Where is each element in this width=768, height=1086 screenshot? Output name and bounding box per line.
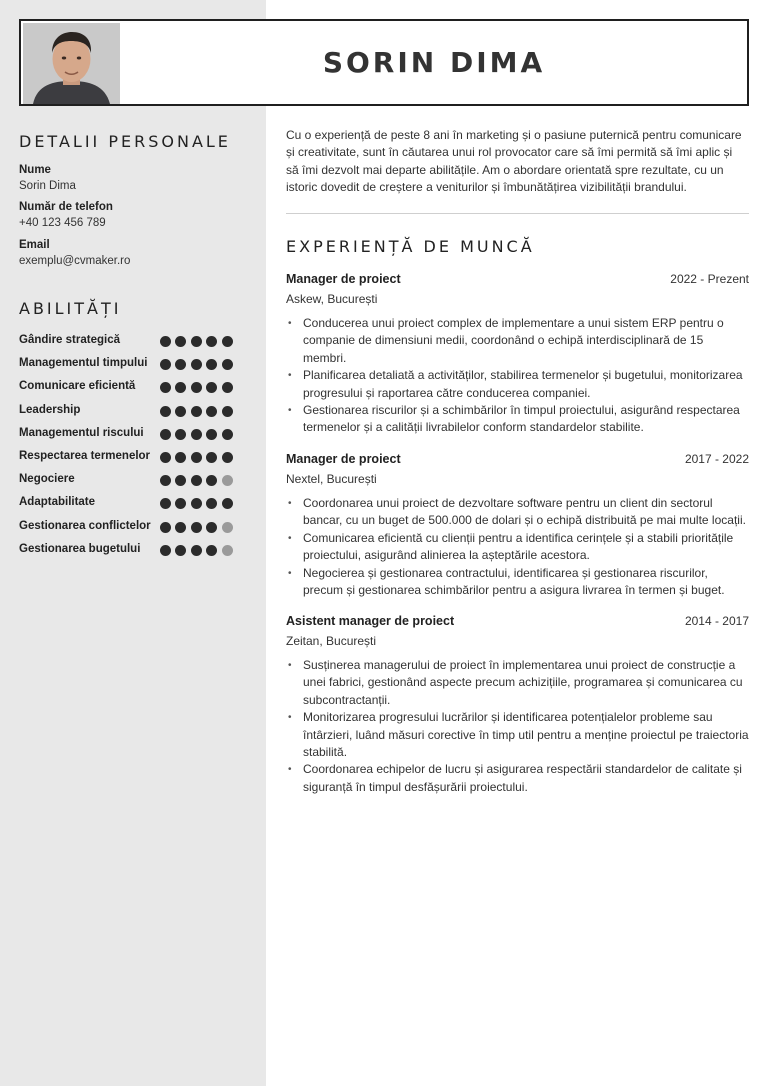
skill-name: Gestionarea bugetului (19, 542, 141, 555)
rating-dot-filled (175, 498, 186, 509)
skill-rating (160, 336, 237, 348)
skill-rating (160, 475, 237, 487)
personal-details-title: DETALII PERSONALE (19, 132, 231, 151)
skill-rating (160, 429, 237, 441)
rating-dot-filled (160, 522, 171, 533)
skill-name: Managementul timpului (19, 357, 148, 370)
job-bullets (286, 495, 749, 599)
rating-dot-filled (206, 475, 217, 486)
job-company: Askew, București (286, 292, 378, 306)
rating-dot-filled (206, 336, 217, 347)
skill-row (19, 473, 239, 489)
skill-rating (160, 406, 237, 418)
skill-rating (160, 522, 237, 534)
rating-dot-filled (191, 475, 202, 486)
skill-row (19, 496, 239, 512)
rating-dot-filled (175, 475, 186, 486)
skill-rating (160, 545, 237, 557)
skill-rating (160, 452, 237, 464)
name-value: Sorin Dima (19, 180, 76, 192)
rating-dot-filled (160, 545, 171, 556)
job-bullet: • Susținerea managerului de proiect în implementarea unui proiect de construcție a unei fabrici, gestionând aspecte precum achizițiile, programarea și comunicarea cu subcontractanții. (286, 657, 749, 709)
rating-dot-filled (160, 336, 171, 347)
rating-dot-filled (191, 336, 202, 347)
rating-dot-filled (206, 406, 217, 417)
job-date: 2014 - 2017 (684, 614, 749, 628)
name-label: Nume (19, 164, 51, 176)
job-date: 2017 - 2022 (684, 452, 749, 466)
skill-rating (160, 359, 237, 371)
job-title: Manager de proiect (286, 272, 401, 286)
rating-dot-filled (175, 452, 186, 463)
rating-dot-filled (222, 382, 233, 393)
phone-value: +40 123 456 789 (19, 217, 106, 229)
rating-dot-filled (160, 452, 171, 463)
job-bullet: • Gestionarea riscurilor și a schimbărilor în timpul proiectului, asigurând respectarea termenelor și a calității livrabilelor conform standardelor stabilite. (286, 402, 749, 437)
divider (286, 213, 749, 214)
rating-dot-filled (175, 336, 186, 347)
skill-row (19, 520, 239, 536)
rating-dot-filled (175, 545, 186, 556)
rating-dot-filled (191, 522, 202, 533)
email-value: exemplu@cvmaker.ro (19, 255, 131, 267)
rating-dot-filled (206, 429, 217, 440)
job-company: Zeitan, București (286, 634, 377, 648)
skill-name: Adaptabilitate (19, 496, 96, 509)
rating-dot-filled (206, 545, 217, 556)
job-title: Asistent manager de proiect (286, 614, 455, 628)
job-bullets (286, 315, 749, 437)
experience-title: EXPERIENȚĂ DE MUNCĂ (286, 237, 535, 256)
skill-row (19, 380, 239, 396)
skill-name: Gândire strategică (19, 334, 120, 346)
rating-dot-empty (222, 522, 233, 533)
skills-title: ABILITĂȚI (19, 299, 122, 318)
rating-dot-filled (222, 336, 233, 347)
email-label: Email (19, 239, 50, 251)
skill-name: Gestionarea conflictelor (19, 519, 151, 532)
job-bullets (286, 657, 749, 796)
candidate-name: SORIN DIMA (322, 46, 546, 79)
rating-dot-filled (160, 429, 171, 440)
skill-name: Leadership (19, 403, 81, 416)
skill-row (19, 427, 239, 443)
job-bullet: • Planificarea detaliată a activităților, stabilirea termenelor și bugetului, monitorizarea progresului și raportarea către conducerea companiei. (286, 367, 749, 402)
rating-dot-filled (160, 382, 171, 393)
job-title: Manager de proiect (286, 452, 401, 466)
rating-dot-filled (175, 406, 186, 417)
rating-dot-filled (206, 359, 217, 370)
rating-dot-filled (191, 406, 202, 417)
job-company: Nextel, București (286, 472, 377, 486)
skill-name: Negociere (19, 473, 75, 486)
rating-dot-filled (191, 429, 202, 440)
skill-row (19, 543, 239, 559)
rating-dot-filled (222, 452, 233, 463)
job-bullet: • Negocierea și gestionarea contractului, identificarea și gestionarea riscurilor, precum și gestionarea schimbărilor pentru a asigura livrarea în termen și buget. (286, 565, 749, 600)
rating-dot-filled (222, 406, 233, 417)
rating-dot-filled (191, 382, 202, 393)
job-bullet: • Comunicarea eficientă cu clienții pentru a identifica cerințele și a stabili prioritățile proiectului, asigurând alinierea la așteptările acestora. (286, 530, 749, 565)
rating-dot-filled (191, 452, 202, 463)
skill-row (19, 450, 239, 466)
profile-photo (23, 23, 120, 104)
rating-dot-filled (160, 406, 171, 417)
job-bullet: • Coordonarea unui proiect de dezvoltare software pentru un client din sectorul bancar, cu un buget de 500.000 de dolari și o echipă distribuită pe mai multe locații. (286, 495, 749, 530)
skill-rating (160, 382, 237, 394)
rating-dot-filled (175, 522, 186, 533)
rating-dot-filled (222, 429, 233, 440)
rating-dot-filled (175, 429, 186, 440)
rating-dot-filled (175, 382, 186, 393)
skill-row (19, 357, 239, 373)
skill-name: Managementul riscului (19, 426, 144, 439)
job-bullet: • Conducerea unui proiect complex de implementare a unui sistem ERP pentru o companie de dimensiuni medii, coordonând o echipă interdisciplinară de 15 membri. (286, 315, 749, 367)
rating-dot-filled (191, 498, 202, 509)
phone-label: Număr de telefon (19, 201, 113, 213)
header (19, 19, 749, 106)
rating-dot-filled (206, 498, 217, 509)
rating-dot-filled (206, 452, 217, 463)
rating-dot-filled (160, 475, 171, 486)
job-date: 2022 - Prezent (670, 272, 749, 286)
rating-dot-filled (206, 522, 217, 533)
rating-dot-filled (160, 498, 171, 509)
rating-dot-filled (191, 359, 202, 370)
job-bullet: • Coordonarea echipelor de lucru și asigurarea respectării standardelor de calitate și siguranță în timpul desfășurării proiectului. (286, 761, 749, 796)
job-bullet: • Monitorizarea progresului lucrărilor și identificarea potențialelor probleme sau întârzieri, luând măsuri corective în timp util pentru a menține proiectul pe traiectoria stabilită. (286, 709, 749, 761)
rating-dot-filled (222, 498, 233, 509)
rating-dot-filled (160, 359, 171, 370)
rating-dot-filled (175, 359, 186, 370)
skill-row (19, 334, 239, 350)
skill-rating (160, 498, 237, 510)
skill-name: Comunicare eficientă (19, 380, 136, 393)
skill-name: Respectarea termenelor (19, 450, 151, 462)
skill-row (19, 404, 239, 420)
rating-dot-filled (206, 382, 217, 393)
rating-dot-filled (191, 545, 202, 556)
rating-dot-empty (222, 475, 233, 486)
rating-dot-filled (222, 359, 233, 370)
rating-dot-empty (222, 545, 233, 556)
profile-summary: Cu o experiență de peste 8 ani în marketing și o pasiune puternică pentru comunicare și creativitate, sunt în căutarea unui rol provocator care să îmi permită să îmi aplic și să îmi dezvolt mai departe abilitățile. Am o abordare orientată spre rezultate, cu un istoric dovedit de creștere a veniturilor și îmbunătățirea vizibilității brandului. (286, 128, 742, 195)
